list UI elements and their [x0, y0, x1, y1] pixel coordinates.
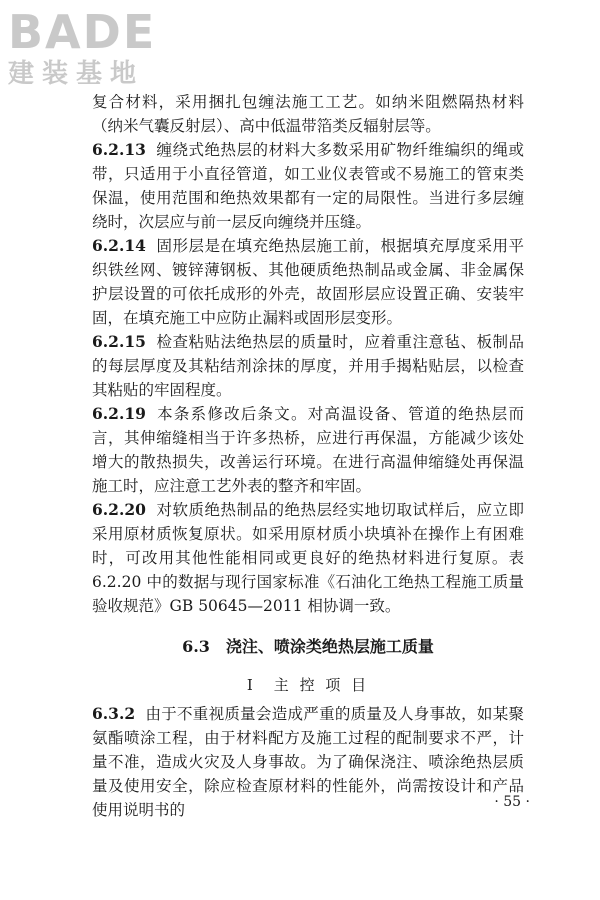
section-subtitle: Ⅰ 主 控 项 目 [246, 676, 370, 694]
paragraph-text: 固形层是在填充绝热层施工前，根据填充厚度采用平织铁丝网、镀锌薄钢板、其他硬质绝热制品或金属、非金属保护层设置的可依托成形的外壳，故固形层应设置正确、安装牢固，在填充施工中应防止漏料或固形层变形。 [92, 237, 524, 327]
clause-6-2-20 [92, 498, 524, 618]
clause-6-2-15 [92, 330, 524, 402]
paragraph-text: 对软质绝热制品的绝热层经实地切取试样后，应立即采用原材质恢复原状。如采用原材质小块填补在操作上有困难时，可改用其他性能相同或更良好的绝热材料进行复原。表 6.2.20 中的数据与现行国家标准《石油化工绝热工程施工质量验收规范》GB 50645—2011 相协调一致。 [92, 501, 524, 615]
clause-6-2-13 [92, 138, 524, 234]
clause-6-2-19 [92, 402, 524, 498]
paragraph-text: 检查粘贴法绝热层的质量时，应着重注意毡、板制品的每层厚度及其粘结剂涂抹的厚度，并用手揭粘贴层，以检查其粘贴的牢固程度。 [92, 333, 524, 399]
clause-6-2-14 [92, 234, 524, 330]
clause-number: 6.2.14 [92, 236, 146, 255]
paragraph-text: 复合材料，采用捆扎包缠法施工工艺。如纳米阻燃隔热材料（纳米气囊反射层）、高中低温带箔类反辐射层等。 [92, 93, 524, 135]
clause-number: 6.2.13 [92, 140, 146, 159]
document-body [92, 90, 524, 822]
clause-number: 6.2.15 [92, 332, 146, 351]
page-number: · 55 · [494, 794, 530, 810]
clause-6-3-2 [92, 702, 524, 822]
paragraph-text: 缠绕式绝热层的材料大多数采用矿物纤维编织的绳或带，只适用于小直径管道，如工业仪表管或不易施工的管束类保温，使用范围和绝热效果都有一定的局限性。当进行多层缠绕时，次层应与前一层反向缠绕并压缝。 [92, 141, 524, 231]
paragraph-text: 由于不重视质量会造成严重的质量及人身事故，如某聚氨酯喷涂工程，由于材料配方及施工过程的配制要求不严，计量不准，造成火灾及人身事故。为了确保浇注、喷涂绝热层质量及使用安全，除应检查原材料的性能外，尚需按设计和产品使用说明书的 [92, 705, 524, 819]
logo-subtitle: 建装基地 [8, 59, 145, 89]
watermark-logo [8, 6, 208, 90]
clause-number: 6.2.19 [92, 404, 146, 423]
clause-number: 6.3.2 [92, 704, 136, 723]
logo-wordmark: BADE [8, 5, 157, 59]
paragraph-continuation [92, 90, 524, 138]
clause-number: 6.2.20 [92, 500, 146, 519]
paragraph-text: 本条系修改后条文。对高温设备、管道的绝热层而言，其伸缩缝相当于许多热桥，应进行再保温，方能减少该处增大的散热损失，改善运行环境。在进行高温伸缩缝处再保温施工时，应注意工艺外表的整齐和牢固。 [92, 405, 524, 495]
section-title: 6.3 浇注、喷涂类绝热层施工质量 [182, 637, 434, 656]
